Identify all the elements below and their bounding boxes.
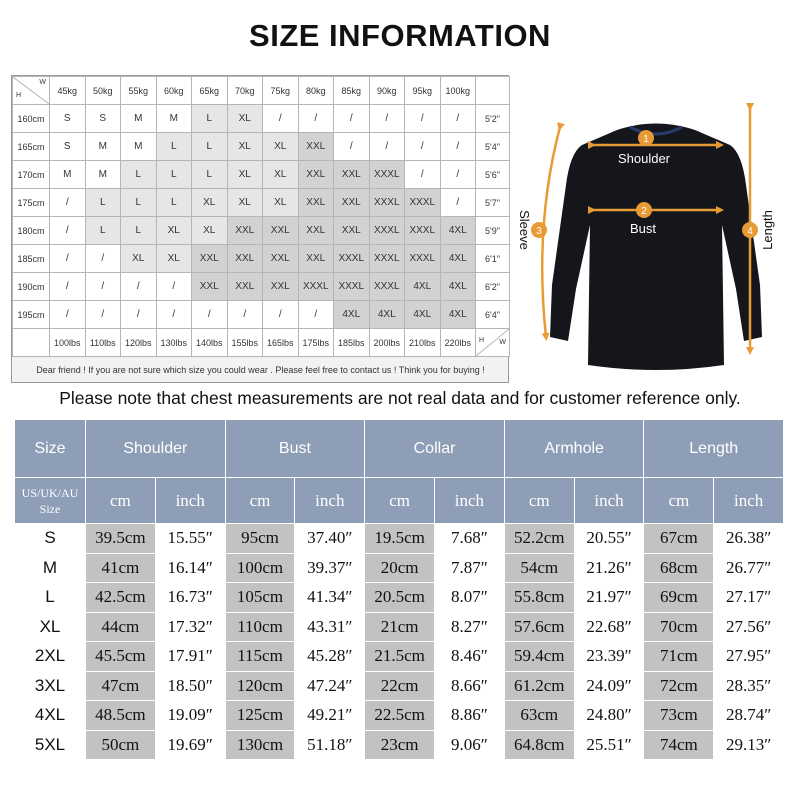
size-cell: / (156, 273, 192, 301)
sleeve-label: Sleeve (517, 210, 532, 250)
chart-row (13, 189, 510, 217)
sweater-illustration (512, 75, 800, 383)
height-cm-cell: 195cm (13, 301, 50, 329)
size-cell: / (50, 301, 86, 329)
height-cm-cell: 175cm (13, 189, 50, 217)
height-cm-cell: 185cm (13, 245, 50, 273)
size-row (15, 701, 784, 731)
inch-value: 26.77″ (714, 553, 784, 583)
inch-value: 39.37″ (295, 553, 365, 583)
inch-value: 7.68″ (435, 524, 505, 554)
marker-1: 1 (643, 134, 649, 145)
size-cell: XL (227, 189, 263, 217)
cm-value: 52.2cm (504, 524, 574, 554)
size-cell: XXL (298, 217, 334, 245)
chart-row (13, 273, 510, 301)
inch-value: 22.68″ (574, 612, 644, 642)
size-cell: / (263, 301, 299, 329)
size-cell: / (50, 245, 86, 273)
height-in-cell: 5'2" (476, 105, 510, 133)
inch-value: 28.35″ (714, 671, 784, 701)
unit-header-row (15, 478, 784, 524)
cm-value: 68cm (644, 553, 714, 583)
cm-value: 47cm (86, 671, 156, 701)
chart-row (13, 245, 510, 273)
measure-group-header: Length (644, 420, 784, 478)
size-cell: M (85, 133, 121, 161)
cm-value: 110cm (225, 612, 295, 642)
size-cell: M (121, 105, 157, 133)
corner-cell (476, 329, 510, 357)
height-in-cell: 5'7" (476, 189, 510, 217)
cm-value: 21.5cm (365, 642, 435, 672)
cm-value: 63cm (504, 701, 574, 731)
weight-kg-header: 100kg (440, 77, 476, 105)
cm-value: 105cm (225, 583, 295, 613)
unit-cm-header: cm (86, 478, 156, 524)
size-label: M (15, 553, 86, 583)
size-cell: / (440, 105, 476, 133)
inch-value: 20.55″ (574, 524, 644, 554)
cm-value: 61.2cm (504, 671, 574, 701)
unit-cm-header: cm (504, 478, 574, 524)
size-cell: / (156, 301, 192, 329)
cm-value: 50cm (86, 730, 156, 760)
size-cell: XL (192, 189, 228, 217)
inch-value: 8.46″ (435, 642, 505, 672)
weight-height-table (12, 76, 510, 357)
marker-2: 2 (641, 206, 647, 217)
cm-value: 64.8cm (504, 730, 574, 760)
weight-kg-header: 90kg (369, 77, 405, 105)
size-cell: / (405, 161, 441, 189)
size-cell: XXXL (405, 189, 441, 217)
corner-weight-label: W (39, 79, 46, 86)
unit-inch-header: inch (295, 478, 365, 524)
height-in-cell: 6'4" (476, 301, 510, 329)
size-label: XL (15, 612, 86, 642)
shoulder-label: Shoulder (617, 151, 671, 166)
cm-value: 22cm (365, 671, 435, 701)
size-cell: / (405, 133, 441, 161)
size-cell: 4XL (440, 273, 476, 301)
inch-value: 19.69″ (155, 730, 225, 760)
cm-value: 22.5cm (365, 701, 435, 731)
size-label: L (15, 583, 86, 613)
size-cell: 4XL (440, 301, 476, 329)
inch-value: 27.56″ (714, 612, 784, 642)
height-in-cell: 5'6" (476, 161, 510, 189)
height-in-cell: 6'1" (476, 245, 510, 273)
unit-inch-header: inch (435, 478, 505, 524)
cm-value: 100cm (225, 553, 295, 583)
size-cell: / (85, 301, 121, 329)
weight-kg-header: 55kg (121, 77, 157, 105)
inch-value: 17.91″ (155, 642, 225, 672)
size-cell: / (121, 273, 157, 301)
unit-inch-header: inch (155, 478, 225, 524)
inch-value: 37.40″ (295, 524, 365, 554)
inch-value: 28.74″ (714, 701, 784, 731)
corner-weight-label: W (499, 339, 506, 346)
size-cell: L (121, 217, 157, 245)
size-cell: XXXL (405, 245, 441, 273)
size-cell: / (334, 133, 370, 161)
cm-value: 70cm (644, 612, 714, 642)
inch-value: 8.27″ (435, 612, 505, 642)
size-cell: M (156, 105, 192, 133)
size-cell: / (227, 301, 263, 329)
measurement-table (14, 419, 784, 760)
inch-value: 18.50″ (155, 671, 225, 701)
weight-lbs-cell: 140lbs (192, 329, 228, 357)
size-cell: M (85, 161, 121, 189)
measure-group-header: Armhole (504, 420, 644, 478)
size-cell: 4XL (440, 245, 476, 273)
marker-3: 3 (536, 226, 542, 237)
size-cell: / (192, 301, 228, 329)
inch-value: 45.28″ (295, 642, 365, 672)
header-row (13, 77, 510, 105)
corner-height-label: H (16, 92, 22, 99)
size-cell: XXXL (369, 273, 405, 301)
size-cell: 4XL (369, 301, 405, 329)
size-cell: XXXL (369, 217, 405, 245)
height-cm-cell: 180cm (13, 217, 50, 245)
size-cell: L (192, 161, 228, 189)
height-cm-cell: 165cm (13, 133, 50, 161)
bust-label: Bust (629, 221, 657, 236)
inch-value: 43.31″ (295, 612, 365, 642)
marker-4: 4 (747, 226, 753, 237)
size-cell: XL (156, 245, 192, 273)
weight-kg-header: 50kg (85, 77, 121, 105)
cm-value: 23cm (365, 730, 435, 760)
inch-value: 8.86″ (435, 701, 505, 731)
size-label: 4XL (15, 701, 86, 731)
size-cell: XXL (227, 273, 263, 301)
cm-value: 67cm (644, 524, 714, 554)
size-label: S (15, 524, 86, 554)
height-in-cell: 6'2" (476, 273, 510, 301)
size-cell: XXL (334, 217, 370, 245)
size-cell: / (440, 189, 476, 217)
inch-value: 41.34″ (295, 583, 365, 613)
size-cell: / (334, 105, 370, 133)
size-cell: / (298, 105, 334, 133)
size-cell: XL (121, 245, 157, 273)
inch-value: 26.38″ (714, 524, 784, 554)
cm-value: 41cm (86, 553, 156, 583)
size-cell: / (440, 133, 476, 161)
cm-value: 95cm (225, 524, 295, 554)
size-cell: XXL (227, 245, 263, 273)
inch-value: 47.24″ (295, 671, 365, 701)
size-cell: L (121, 189, 157, 217)
size-cell: XXL (298, 161, 334, 189)
size-cell: M (121, 133, 157, 161)
blank-cell (13, 329, 50, 357)
inch-value: 15.55″ (155, 524, 225, 554)
cm-value: 39.5cm (86, 524, 156, 554)
weight-kg-header: 65kg (192, 77, 228, 105)
size-cell: XXL (298, 189, 334, 217)
size-cell: M (50, 161, 86, 189)
cm-value: 20.5cm (365, 583, 435, 613)
inch-value: 27.17″ (714, 583, 784, 613)
size-cell: XL (156, 217, 192, 245)
size-row (15, 553, 784, 583)
length-label: Length (760, 210, 775, 250)
size-cell: XXXL (369, 161, 405, 189)
size-cell: XXL (334, 161, 370, 189)
size-cell: XL (263, 161, 299, 189)
size-cell: XL (227, 133, 263, 161)
cm-value: 69cm (644, 583, 714, 613)
weight-kg-header: 75kg (263, 77, 299, 105)
unit-cm-header: cm (644, 478, 714, 524)
cm-value: 44cm (86, 612, 156, 642)
size-cell: 4XL (405, 301, 441, 329)
weight-lbs-cell: 130lbs (156, 329, 192, 357)
chart-note: Dear friend ! If you are not sure which size you could wear . Please feel free to contact us ! Think you for buying ! (36, 365, 485, 375)
cm-value: 45.5cm (86, 642, 156, 672)
size-cell: / (298, 301, 334, 329)
inch-value: 24.80″ (574, 701, 644, 731)
inch-value: 27.95″ (714, 642, 784, 672)
weight-lbs-cell: 155lbs (227, 329, 263, 357)
size-cell: XL (227, 161, 263, 189)
weight-lbs-cell: 220lbs (440, 329, 476, 357)
size-cell: / (121, 301, 157, 329)
cm-value: 72cm (644, 671, 714, 701)
size-cell: XXL (227, 217, 263, 245)
cm-value: 125cm (225, 701, 295, 731)
size-label: 5XL (15, 730, 86, 760)
inch-value: 49.21″ (295, 701, 365, 731)
cm-value: 55.8cm (504, 583, 574, 613)
size-cell: XL (263, 189, 299, 217)
cm-value: 57.6cm (504, 612, 574, 642)
size-cell: XXXL (334, 245, 370, 273)
measure-group-header: Bust (225, 420, 365, 478)
size-row (15, 730, 784, 760)
weight-lbs-cell: 100lbs (50, 329, 86, 357)
cm-value: 19.5cm (365, 524, 435, 554)
weight-lbs-cell: 165lbs (263, 329, 299, 357)
size-cell: XXL (263, 273, 299, 301)
height-cm-cell: 160cm (13, 105, 50, 133)
inch-value: 29.13″ (714, 730, 784, 760)
cm-value: 120cm (225, 671, 295, 701)
measure-group-header: Collar (365, 420, 505, 478)
size-cell: / (50, 217, 86, 245)
inch-value: 8.07″ (435, 583, 505, 613)
weight-kg-header: 60kg (156, 77, 192, 105)
size-cell: 4XL (334, 301, 370, 329)
size-cell: / (405, 105, 441, 133)
size-cell: / (369, 133, 405, 161)
cm-value: 54cm (504, 553, 574, 583)
cm-value: 130cm (225, 730, 295, 760)
size-label: 3XL (15, 671, 86, 701)
weight-kg-header: 70kg (227, 77, 263, 105)
size-row (15, 524, 784, 554)
size-cell: XXXL (369, 189, 405, 217)
lbs-row (13, 329, 510, 357)
size-cell: L (85, 189, 121, 217)
disclaimer-note: Please note that chest measurements are not real data and for customer reference only. (59, 388, 741, 408)
size-row (15, 671, 784, 701)
inch-value: 23.39″ (574, 642, 644, 672)
weight-kg-header: 85kg (334, 77, 370, 105)
size-row (15, 642, 784, 672)
weight-lbs-cell: 210lbs (405, 329, 441, 357)
size-label: 2XL (15, 642, 86, 672)
size-cell: XL (227, 105, 263, 133)
size-cell: / (440, 161, 476, 189)
size-cell: L (121, 161, 157, 189)
weight-kg-header: 45kg (50, 77, 86, 105)
size-cell: S (50, 105, 86, 133)
weight-height-size-chart (11, 75, 509, 383)
cm-value: 42.5cm (86, 583, 156, 613)
cm-value: 20cm (365, 553, 435, 583)
size-cell: XXXL (334, 273, 370, 301)
size-cell: L (156, 161, 192, 189)
size-cell: 4XL (440, 217, 476, 245)
size-cell: XXL (192, 273, 228, 301)
height-in-cell: 5'4" (476, 133, 510, 161)
size-header: Size (15, 420, 86, 478)
size-cell: / (85, 245, 121, 273)
weight-lbs-cell: 120lbs (121, 329, 157, 357)
height-cm-cell: 170cm (13, 161, 50, 189)
corner-height-label: H (479, 337, 485, 344)
shirt-diagram (512, 75, 800, 383)
size-cell: 4XL (405, 273, 441, 301)
cm-value: 74cm (644, 730, 714, 760)
size-cell: L (156, 133, 192, 161)
cm-value: 71cm (644, 642, 714, 672)
size-cell: XXXL (405, 217, 441, 245)
weight-kg-header: 95kg (405, 77, 441, 105)
cm-value: 48.5cm (86, 701, 156, 731)
measure-group-header: Shoulder (86, 420, 226, 478)
inch-value: 7.87″ (435, 553, 505, 583)
weight-lbs-cell: 200lbs (369, 329, 405, 357)
size-cell: / (50, 189, 86, 217)
inch-value: 9.06″ (435, 730, 505, 760)
size-row (15, 612, 784, 642)
chart-row (13, 133, 510, 161)
size-row (15, 583, 784, 613)
group-header-row (15, 420, 784, 478)
unit-cm-header: cm (225, 478, 295, 524)
size-cell: L (85, 217, 121, 245)
inch-value: 21.26″ (574, 553, 644, 583)
cm-value: 59.4cm (504, 642, 574, 672)
size-cell: XXL (298, 245, 334, 273)
size-cell: / (369, 105, 405, 133)
size-cell: XXL (298, 133, 334, 161)
size-cell: XL (263, 133, 299, 161)
size-cell: XXXL (298, 273, 334, 301)
chart-row (13, 161, 510, 189)
size-cell: XL (192, 217, 228, 245)
weight-kg-header: 80kg (298, 77, 334, 105)
inch-value: 17.32″ (155, 612, 225, 642)
inch-value: 16.14″ (155, 553, 225, 583)
size-cell: XXL (334, 189, 370, 217)
chart-row (13, 301, 510, 329)
size-cell: XXL (263, 217, 299, 245)
size-cell: / (263, 105, 299, 133)
unit-cm-header: cm (365, 478, 435, 524)
unit-inch-header: inch (574, 478, 644, 524)
page-title: SIZE INFORMATION (249, 18, 551, 53)
cm-value: 115cm (225, 642, 295, 672)
inch-value: 8.66″ (435, 671, 505, 701)
size-cell: XXL (263, 245, 299, 273)
size-cell: / (50, 273, 86, 301)
size-cell: S (85, 105, 121, 133)
weight-lbs-cell: 175lbs (298, 329, 334, 357)
weight-lbs-cell: 185lbs (334, 329, 370, 357)
unit-inch-header: inch (714, 478, 784, 524)
inch-value: 51.18″ (295, 730, 365, 760)
size-cell: XXL (192, 245, 228, 273)
chart-row (13, 217, 510, 245)
height-cm-cell: 190cm (13, 273, 50, 301)
size-cell: / (85, 273, 121, 301)
size-cell: S (50, 133, 86, 161)
size-cell: L (192, 133, 228, 161)
size-cell: L (156, 189, 192, 217)
inch-value: 21.97″ (574, 583, 644, 613)
size-cell: XXXL (369, 245, 405, 273)
corner-cell (13, 77, 50, 105)
blank-cell (476, 77, 510, 105)
cm-value: 73cm (644, 701, 714, 731)
size-cell: L (192, 105, 228, 133)
inch-value: 25.51″ (574, 730, 644, 760)
chart-row (13, 105, 510, 133)
inch-value: 19.09″ (155, 701, 225, 731)
cm-value: 21cm (365, 612, 435, 642)
size-subheader: US/UK/AU Size (15, 478, 86, 524)
weight-lbs-cell: 110lbs (85, 329, 121, 357)
inch-value: 16.73″ (155, 583, 225, 613)
height-in-cell: 5'9" (476, 217, 510, 245)
inch-value: 24.09″ (574, 671, 644, 701)
